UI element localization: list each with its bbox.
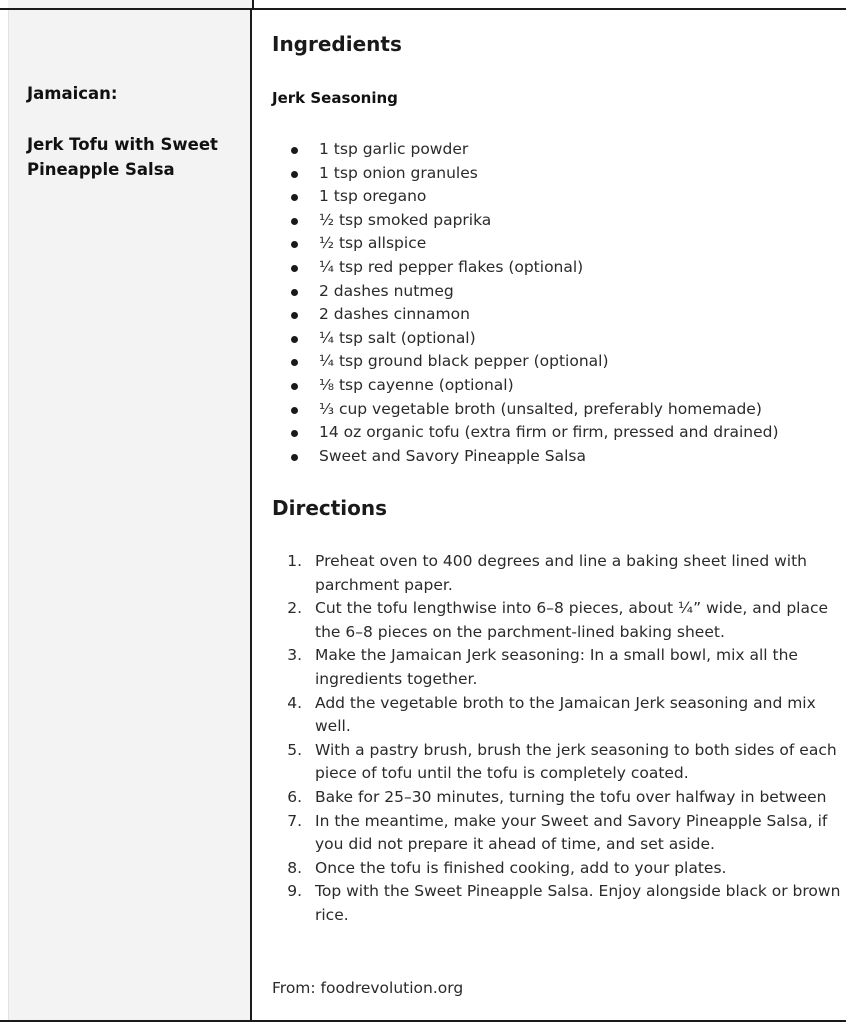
direction-step xyxy=(272,786,844,810)
ingredients-heading: Ingredients xyxy=(272,32,402,56)
step-text: Once the tofu is finished cooking, add to your plates. xyxy=(315,858,727,877)
step-number: 3. xyxy=(287,646,302,665)
direction-step xyxy=(272,597,844,644)
list-item: 14 oz organic tofu (extra firm or firm, pressed and drained) xyxy=(284,421,779,445)
recipe-table-row xyxy=(0,10,846,1022)
step-text: Bake for 25–30 minutes, turning the tofu over halfway in between xyxy=(315,787,827,806)
list-item: ¼ tsp red pepper flakes (optional) xyxy=(284,256,779,280)
list-item: Sweet and Savory Pineapple Salsa xyxy=(284,445,779,469)
step-number: 4. xyxy=(287,693,302,712)
step-text: Add the vegetable broth to the Jamaican Jerk seasoning and mix well. xyxy=(315,693,816,736)
step-number: 7. xyxy=(287,811,302,830)
ingredients-list xyxy=(284,138,779,468)
list-item: ¼ tsp salt (optional) xyxy=(284,327,779,351)
step-number: 9. xyxy=(287,882,302,901)
direction-step xyxy=(272,880,844,927)
list-item: 2 dashes cinnamon xyxy=(284,303,779,327)
recipe-content-cell xyxy=(254,10,846,1020)
previous-table-row xyxy=(0,0,846,10)
direction-step xyxy=(272,810,844,857)
list-item: 2 dashes nutmeg xyxy=(284,280,779,304)
step-text: Make the Jamaican Jerk seasoning: In a small bowl, mix all the ingredients together. xyxy=(315,646,798,688)
list-item: ½ tsp smoked paprika xyxy=(284,209,779,233)
step-text: Top with the Sweet Pineapple Salsa. Enjoy alongside black or brown rice. xyxy=(315,882,841,924)
step-text: In the meantime, make your Sweet and Savory Pineapple Salsa, if you did not prepare it ahead of time, and set aside. xyxy=(315,811,828,854)
list-item: 1 tsp onion granules xyxy=(284,162,779,186)
direction-step xyxy=(272,644,844,691)
direction-step xyxy=(272,857,844,881)
list-item: 1 tsp oregano xyxy=(284,185,779,209)
source-credit: From: foodrevolution.org xyxy=(272,979,464,997)
step-number: 2. xyxy=(287,599,302,618)
step-number: 6. xyxy=(287,787,302,806)
recipe-title: Jerk Tofu with Sweet Pineapple Salsa xyxy=(27,135,218,179)
recipe-label-cell xyxy=(8,10,252,1020)
step-text: Cut the tofu lengthwise into 6–8 pieces, about ¼” wide, and place the 6–8 pieces on the parchment-lined baking sheet. xyxy=(315,599,829,641)
direction-step xyxy=(272,692,844,739)
step-text: With a pastry brush, brush the jerk seasoning to both sides of each piece of tofu until the tofu is completely coated. xyxy=(315,740,837,783)
list-item: 1 tsp garlic powder xyxy=(284,138,779,162)
direction-step xyxy=(272,739,844,786)
directions-list xyxy=(272,550,844,928)
list-item: ⅛ tsp cayenne (optional) xyxy=(284,374,779,398)
step-text: Preheat oven to 400 degrees and line a baking sheet lined with parchment paper. xyxy=(315,552,807,594)
list-item: ½ tsp allspice xyxy=(284,232,779,256)
previous-row-left-cell xyxy=(8,0,254,8)
direction-step xyxy=(272,550,844,597)
list-item: ⅓ cup vegetable broth (unsalted, preferably homemade) xyxy=(284,398,779,422)
step-number: 1. xyxy=(287,552,302,570)
step-number: 8. xyxy=(287,858,302,877)
cuisine-label: Jamaican: xyxy=(27,84,118,103)
list-item: ¼ tsp ground black pepper (optional) xyxy=(284,350,779,374)
directions-heading: Directions xyxy=(272,496,388,520)
jerk-seasoning-heading: Jerk Seasoning xyxy=(272,89,398,107)
step-number: 5. xyxy=(287,740,302,759)
